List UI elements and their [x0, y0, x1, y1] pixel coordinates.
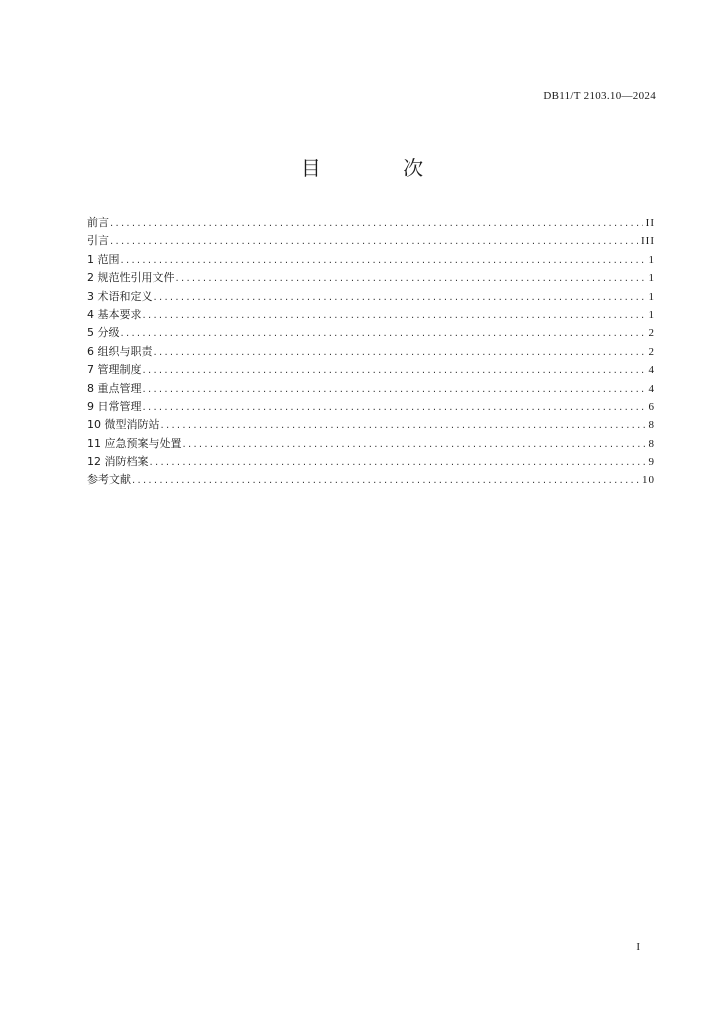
toc-entry-normative-references[interactable]: [87, 269, 655, 287]
toc-entry-page: 10: [642, 474, 655, 487]
toc-entry-label: 5 分级: [87, 326, 120, 340]
toc-entry-basic-requirements[interactable]: [87, 306, 655, 324]
toc-entry-page: 8: [648, 437, 655, 450]
toc-entry-classification[interactable]: [87, 324, 655, 342]
toc-entry-page: 4: [648, 364, 655, 377]
toc-entry-micro-fire-station[interactable]: [87, 416, 655, 434]
toc-entry-page: 4: [648, 382, 655, 395]
dot-leader: [143, 307, 646, 325]
toc-entry-page: 8: [648, 419, 655, 432]
toc-entry-label: 6 组织与职责: [87, 344, 153, 358]
toc-entry-bibliography[interactable]: [87, 471, 655, 489]
toc-entry-page: 2: [648, 327, 655, 340]
toc-entry-label: 11 应急预案与处置: [87, 436, 182, 450]
toc-entry-page: II: [645, 217, 655, 229]
toc-entry-label: 参考文献: [87, 473, 131, 487]
toc-entry-page: III: [641, 235, 655, 248]
table-of-contents: [87, 214, 655, 490]
toc-entry-terms-definitions[interactable]: [87, 288, 655, 306]
toc-entry-fire-records[interactable]: [87, 453, 655, 471]
toc-entry-label: 10 微型消防站: [87, 418, 160, 432]
toc-entry-foreword[interactable]: [87, 214, 655, 232]
dot-leader: [143, 362, 646, 380]
dot-leader: [110, 215, 643, 233]
dot-leader: [143, 399, 646, 417]
toc-entry-organization-responsibilities[interactable]: [87, 343, 655, 361]
dot-leader: [154, 344, 646, 362]
dot-leader: [176, 270, 646, 288]
toc-entry-label: 引言: [87, 234, 109, 248]
toc-entry-page: 2: [648, 345, 655, 358]
toc-title: 目 次: [300, 156, 462, 180]
dot-leader: [132, 472, 639, 490]
toc-entry-page: 1: [648, 308, 655, 321]
toc-entry-label: 8 重点管理: [87, 381, 142, 395]
dot-leader: [154, 289, 646, 307]
toc-entry-page: 1: [648, 290, 655, 303]
toc-entry-label: 7 管理制度: [87, 363, 142, 377]
toc-entry-page: 1: [648, 272, 655, 285]
toc-entry-label: 4 基本要求: [87, 307, 142, 321]
dot-leader: [161, 417, 646, 435]
dot-leader: [183, 436, 646, 454]
page-number: I: [636, 941, 640, 953]
toc-entry-introduction[interactable]: [87, 232, 655, 250]
dot-leader: [150, 454, 646, 472]
toc-entry-label: 2 规范性引用文件: [87, 271, 175, 285]
toc-entry-label: 1 范围: [87, 252, 120, 266]
toc-entry-page: 9: [648, 456, 655, 469]
dot-leader: [110, 233, 638, 251]
document-code: DB11/T 2103.10—2024: [543, 90, 656, 102]
toc-entry-management-system[interactable]: [87, 361, 655, 379]
toc-entry-emergency-plan[interactable]: [87, 435, 655, 453]
toc-entry-page: 1: [648, 253, 655, 266]
toc-entry-daily-management[interactable]: [87, 398, 655, 416]
toc-entry-label: 12 消防档案: [87, 455, 149, 469]
dot-leader: [121, 325, 646, 343]
toc-entry-label: 9 日常管理: [87, 399, 142, 413]
toc-entry-label: 前言: [87, 216, 109, 229]
dot-leader: [121, 252, 646, 270]
toc-entry-label: 3 术语和定义: [87, 289, 153, 303]
toc-entry-scope[interactable]: [87, 251, 655, 269]
dot-leader: [143, 381, 646, 399]
toc-entry-key-management[interactable]: [87, 380, 655, 398]
toc-entry-page: 6: [648, 400, 655, 413]
